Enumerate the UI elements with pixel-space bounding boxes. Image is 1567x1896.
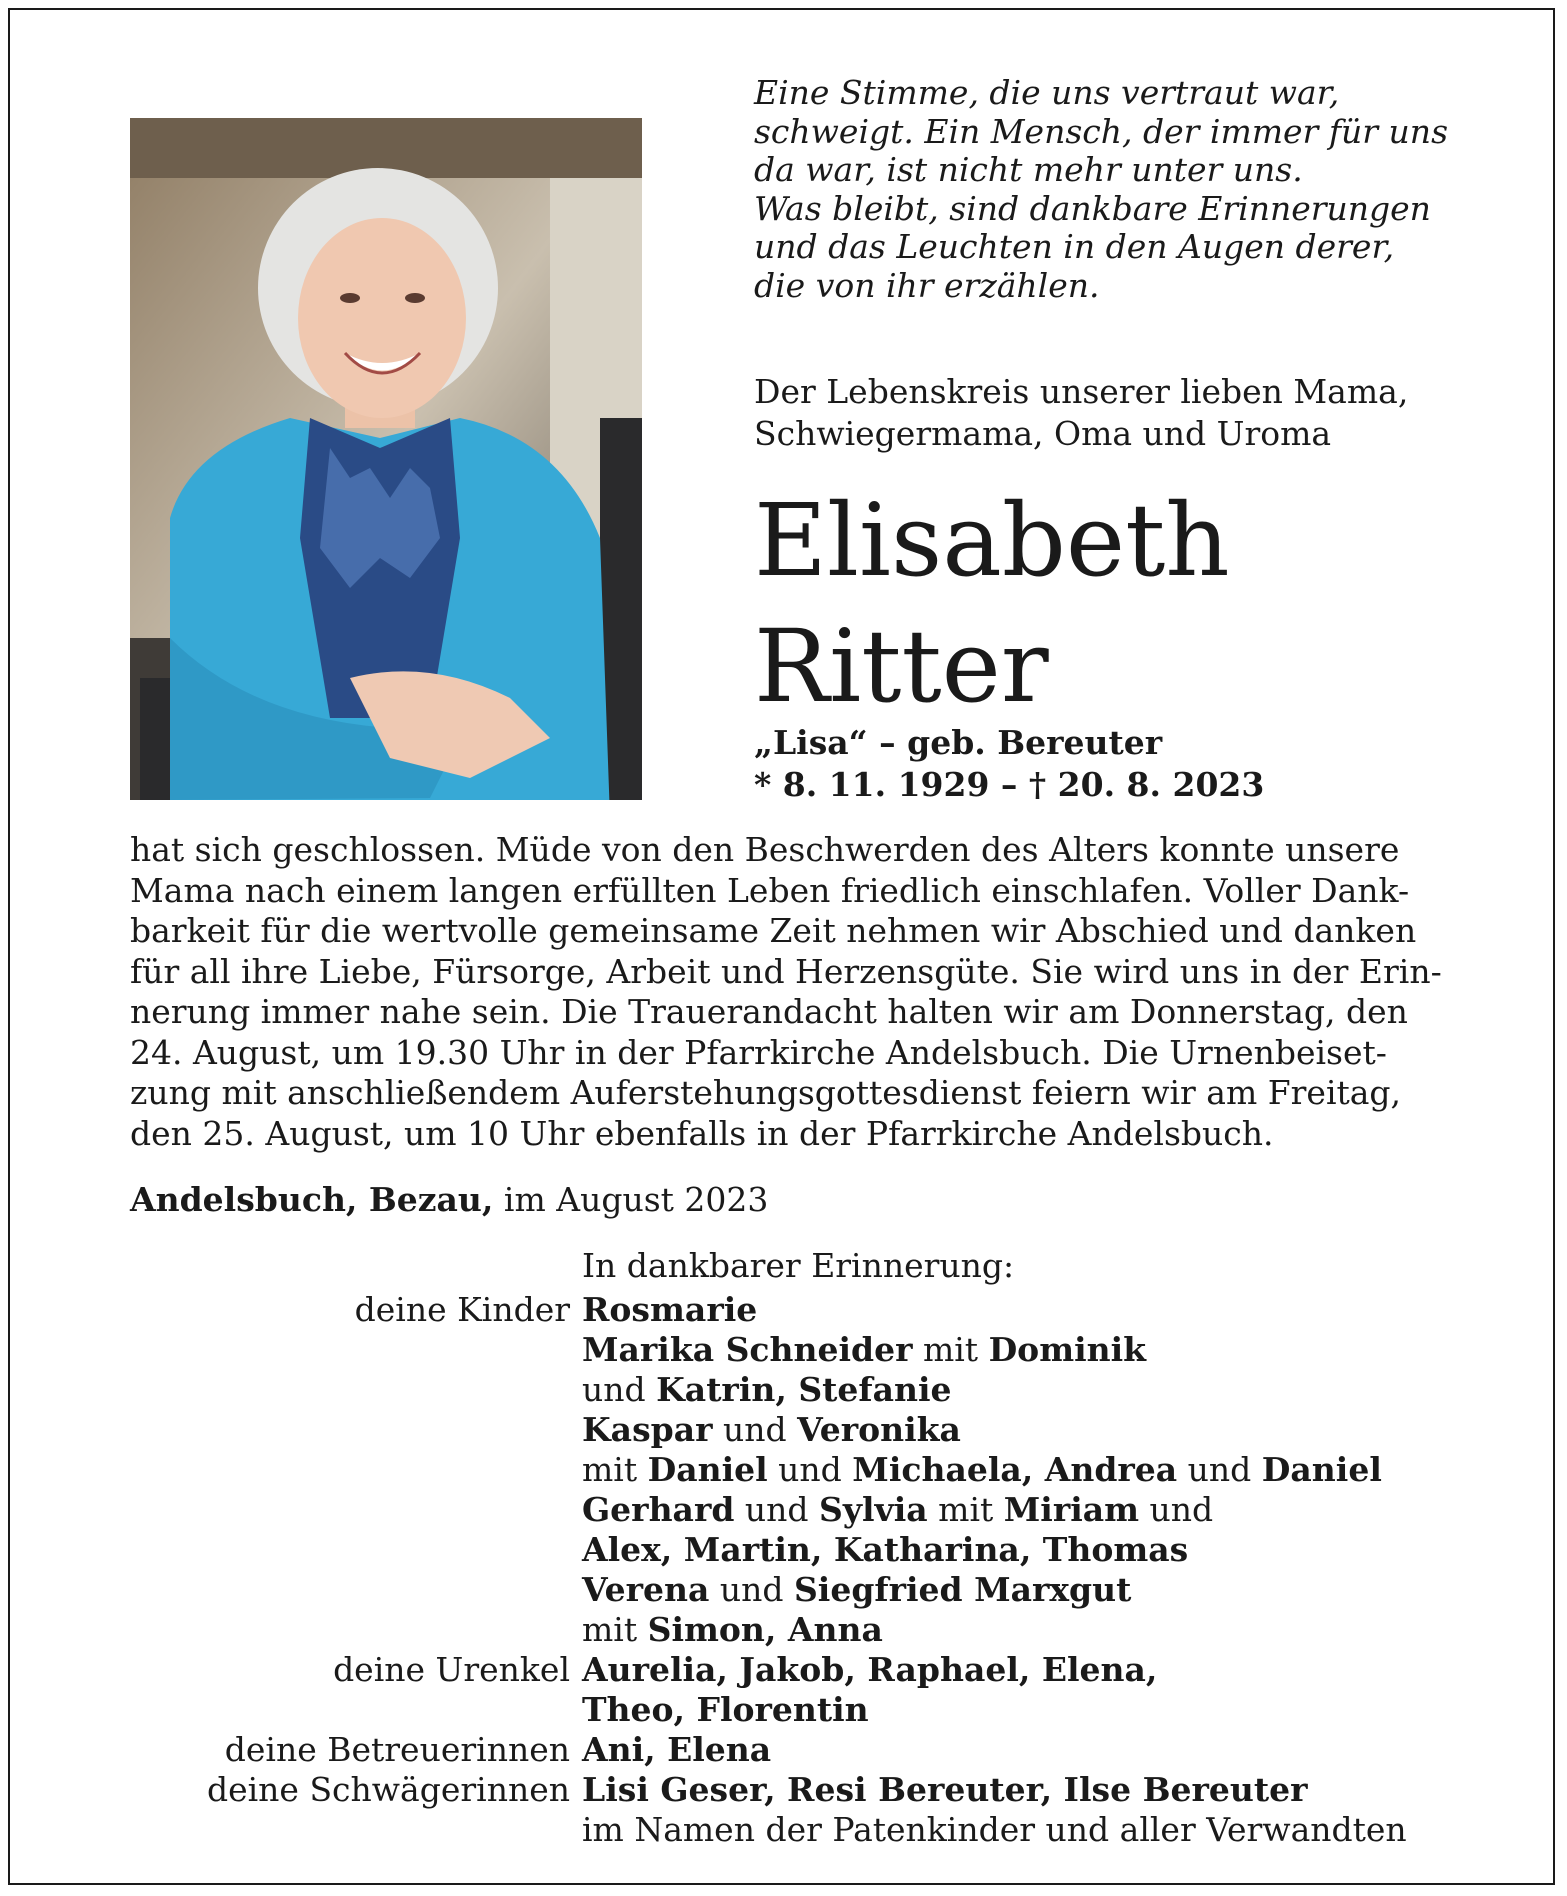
mourner-names (582, 1570, 1131, 1610)
relation-label (130, 1330, 570, 1370)
poem (754, 74, 1494, 305)
connector-text: mit (582, 1610, 648, 1649)
mourner-row (130, 1810, 1470, 1850)
mourner-row (130, 1690, 1470, 1730)
mourner-name: Katrin, Stefanie (656, 1370, 952, 1409)
mourner-name: Aurelia, Jakob, Raphael, Elena, (582, 1650, 1158, 1689)
mourner-name: Daniel (1261, 1450, 1382, 1489)
relation-label (130, 1690, 570, 1730)
place-names: Andelsbuch, Bezau, (130, 1180, 494, 1219)
mourner-names (582, 1290, 757, 1330)
body-line: hat sich geschlossen. Müde von den Beschwerden des Alters konnte unsere (130, 830, 1400, 869)
relation-label: deine Kinder (354, 1290, 570, 1329)
connector-text: und (1139, 1490, 1214, 1529)
mourner-name: Alex, Martin, Katharina, Thomas (582, 1530, 1189, 1569)
portrait-illustration (130, 118, 642, 800)
relation-label: deine Urenkel (333, 1650, 570, 1689)
connector-text: und (767, 1450, 853, 1489)
body-line: Mama nach einem langen erfüllten Leben friedlich einschlafen. Voller Dank- (130, 870, 1410, 910)
mourner-names (582, 1730, 771, 1770)
mourner-names (582, 1490, 1213, 1530)
last-name: Ritter (754, 608, 1049, 725)
intro-text (754, 371, 1494, 455)
relation-label (130, 1370, 570, 1410)
mourner-row (130, 1290, 1470, 1330)
mourner-names (582, 1690, 869, 1730)
connector-text: mit (582, 1450, 648, 1489)
mourner-name: Dominik (988, 1330, 1147, 1369)
connector-text: und (582, 1370, 657, 1409)
date-text: im August 2023 (493, 1180, 769, 1219)
mourner-name: Sylvia (819, 1490, 928, 1529)
connector-text: und (1177, 1450, 1262, 1489)
relation-label: deine Schwägerinnen (206, 1770, 570, 1809)
body-line: nerung immer nahe sein. Die Trauerandacht halten wir am Donnerstag, den (130, 992, 1408, 1031)
relation-label (130, 1570, 570, 1610)
nickname-birthname: „Lisa“ – geb. Bereuter (754, 723, 1163, 762)
mourners-list (130, 1290, 1470, 1850)
mourner-row (130, 1370, 1470, 1410)
mourner-name: Theo, Florentin (582, 1690, 869, 1729)
relation-label: deine Betreuerinnen (224, 1730, 570, 1769)
poem-line: schweigt. Ein Mensch, der immer für uns (754, 111, 1448, 151)
mourner-row (130, 1490, 1470, 1530)
life-dates: * 8. 11. 1929 – † 20. 8. 2023 (754, 765, 1265, 804)
body-line: barkeit für die wertvolle gemeinsame Zeit nehmen wir Abschied und danken (130, 911, 1417, 950)
poem-line: die von ihr erzählen. (754, 265, 1100, 305)
poem-line: und das Leuchten in den Augen derer, (754, 227, 1395, 266)
mourner-name: Miriam (1003, 1490, 1140, 1529)
mourner-name: Gerhard (582, 1490, 735, 1529)
connector-text: mit (912, 1330, 989, 1369)
mourner-row (130, 1450, 1470, 1490)
mourner-row (130, 1570, 1470, 1610)
mourner-name: Rosmarie (582, 1290, 758, 1329)
mourner-name: Lisi Geser, Resi Bereuter, Ilse Bereuter (582, 1770, 1308, 1809)
mourner-row (130, 1530, 1470, 1570)
body-line: für all ihre Liebe, Fürsorge, Arbeit und Herzensgüte. Sie wird uns in der Erin- (130, 951, 1442, 991)
mourner-name: Veronika (797, 1410, 961, 1449)
mourner-row (130, 1610, 1470, 1650)
intro-line: Der Lebenskreis unserer lieben Mama, (754, 372, 1409, 411)
portrait-photo (130, 118, 642, 800)
thanks-heading: In dankbarer Erinnerung: (582, 1246, 1015, 1285)
first-name: Elisabeth (754, 482, 1230, 599)
announcement-text (130, 830, 1440, 1154)
body-line: zung mit anschließendem Auferstehungsgottesdienst feiern wir am Freitag, (130, 1073, 1402, 1112)
connector-text: und (709, 1570, 794, 1609)
mourner-name: Marika Schneider (582, 1330, 913, 1369)
deceased-name (754, 478, 1230, 730)
body-line: 24. August, um 19.30 Uhr in der Pfarrkirche Andelsbuch. Die Urnenbeiset- (130, 1032, 1387, 1072)
mourner-row (130, 1330, 1470, 1370)
mourner-names (582, 1450, 1382, 1490)
mourner-names (582, 1770, 1307, 1810)
mourner-name: Kaspar (582, 1410, 713, 1449)
mourner-row (130, 1650, 1470, 1690)
mourner-names (582, 1650, 1157, 1690)
mourner-name: Siegfried Marxgut (793, 1570, 1132, 1609)
mourner-names (582, 1610, 883, 1650)
connector-text: und (712, 1410, 798, 1449)
relation-label (130, 1530, 570, 1570)
connector-text: und (734, 1490, 820, 1529)
mourner-row (130, 1730, 1470, 1770)
mourner-name: Michaela, Andrea (852, 1450, 1178, 1489)
poem-line: da war, ist nicht mehr unter uns. (754, 150, 1303, 189)
poem-line: Eine Stimme, die uns vertraut war, (754, 73, 1340, 112)
life-details (754, 722, 1264, 806)
mourner-names (582, 1530, 1188, 1570)
connector-text: mit (927, 1490, 1004, 1529)
mourner-name: Daniel (647, 1450, 768, 1489)
mourner-name: Simon, Anna (647, 1610, 883, 1649)
mourner-names (582, 1330, 1146, 1370)
mourner-names (582, 1370, 952, 1410)
mourner-names (582, 1810, 1407, 1850)
relation-label (130, 1410, 570, 1450)
body-line: den 25. August, um 10 Uhr ebenfalls in der Pfarrkirche Andelsbuch. (130, 1113, 1274, 1153)
relation-label (130, 1490, 570, 1530)
poem-line: Was bleibt, sind dankbare Erinnerungen (754, 188, 1431, 228)
place-date (130, 1180, 768, 1220)
intro-line: Schwiegermama, Oma und Uroma (754, 414, 1332, 453)
mourner-names (582, 1410, 961, 1450)
mourner-row (130, 1770, 1470, 1810)
mourner-name: Verena (582, 1570, 710, 1609)
mourner-name: Ani, Elena (582, 1730, 772, 1769)
relation-label (130, 1610, 570, 1650)
mourner-row (130, 1410, 1470, 1450)
relation-label (130, 1450, 570, 1490)
connector-text: im Namen der Patenkinder und aller Verwandten (582, 1810, 1407, 1849)
relation-label (130, 1810, 570, 1850)
